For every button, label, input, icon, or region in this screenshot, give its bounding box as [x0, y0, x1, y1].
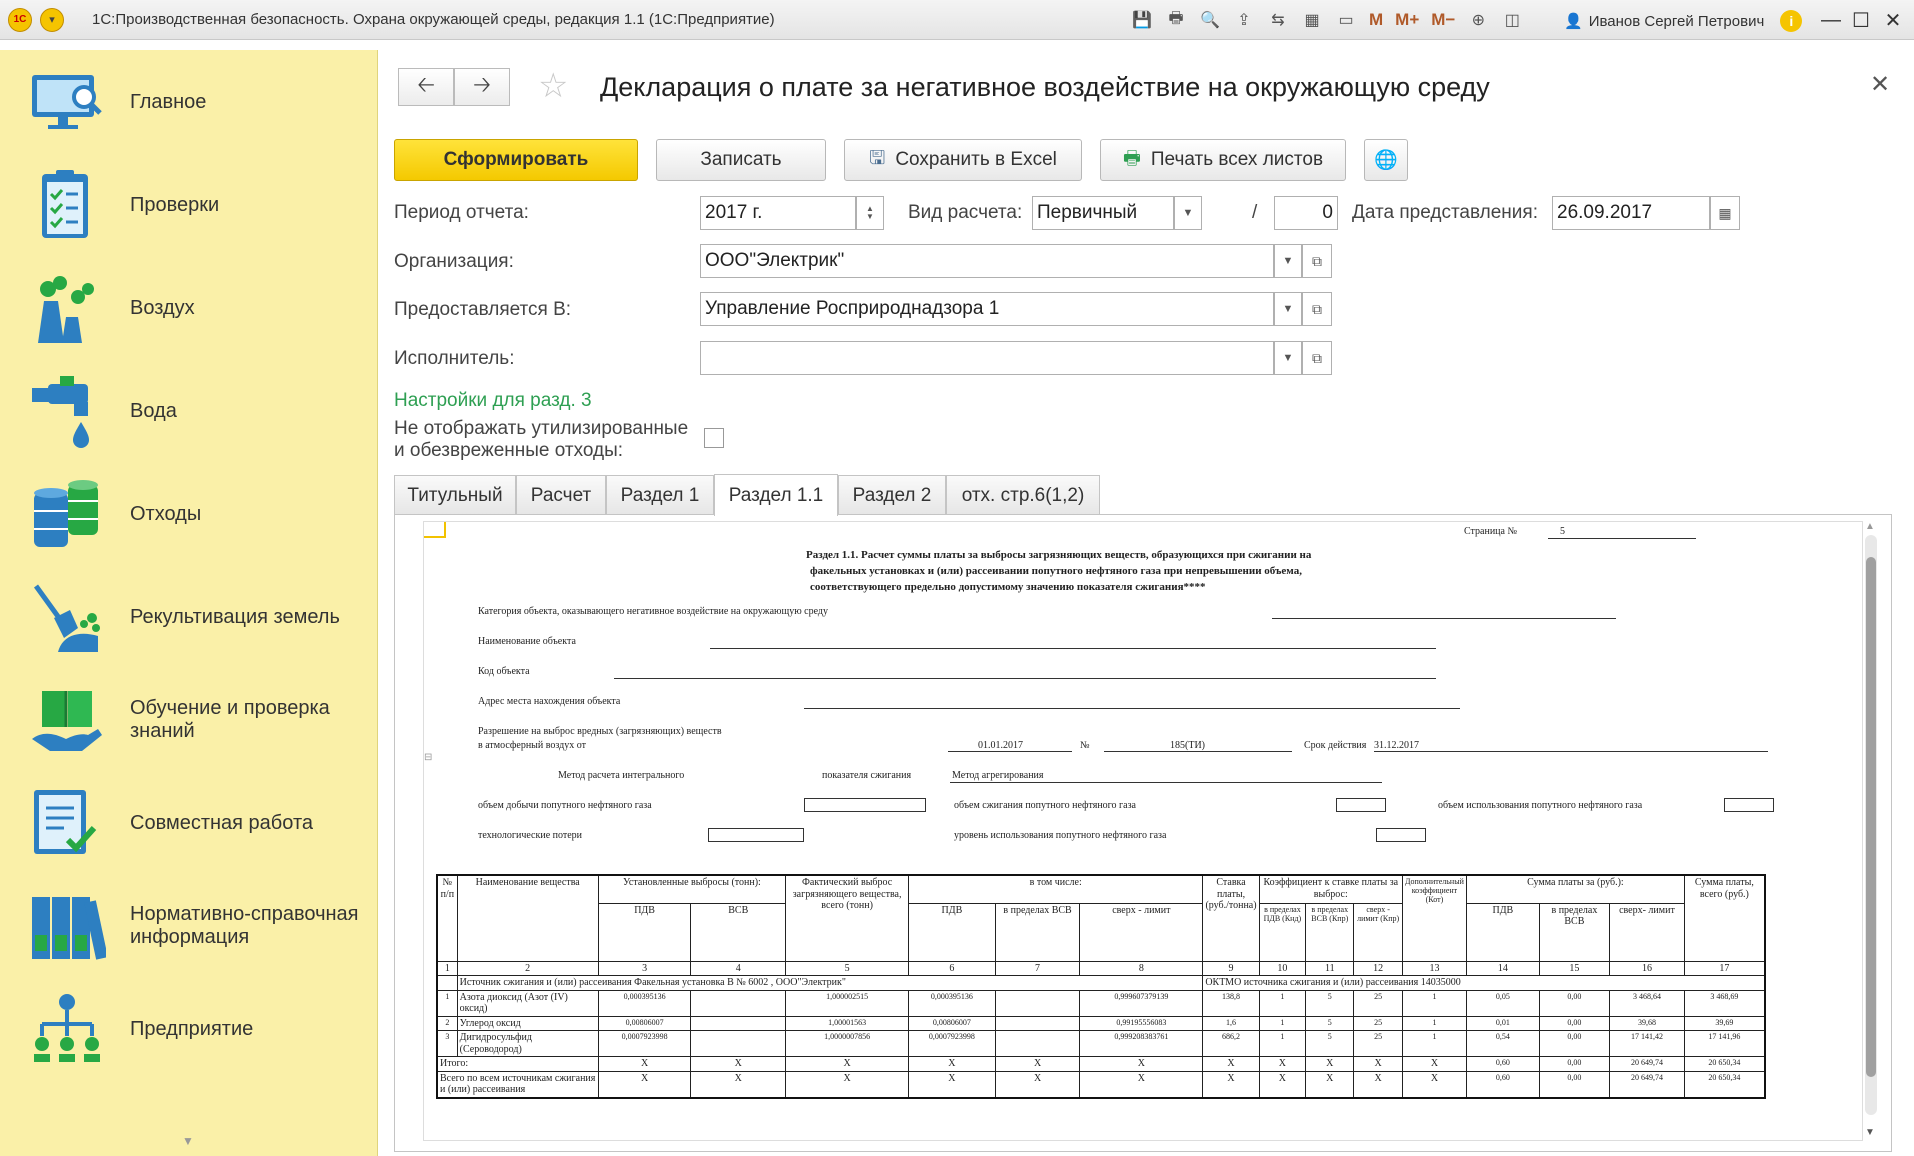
cell-substance: Дигидросульфид (Сероводород): [457, 1031, 598, 1057]
cell: 0,00: [1539, 1016, 1610, 1031]
provided-to-input[interactable]: Управление Росприроднадзора 1: [700, 292, 1274, 326]
print-all-label: Печать всех листов: [1150, 149, 1324, 170]
user-icon: 👤: [1564, 13, 1583, 30]
cell: 20 650,34: [1684, 1071, 1765, 1098]
cell: 0,54: [1467, 1031, 1540, 1057]
binders-icon: [28, 887, 106, 965]
sidebar-item-reference[interactable]: [28, 887, 368, 965]
user-menu[interactable]: [1564, 10, 1802, 32]
col-num: 5: [786, 961, 909, 976]
zoom-icon[interactable]: ⊕: [1471, 12, 1486, 29]
x-mark: X: [1259, 1071, 1305, 1098]
header-incl-over: сверх - лимит: [1080, 903, 1203, 961]
grand-total-row: [437, 1071, 1765, 1098]
sidebar-item-label: Вода: [130, 399, 177, 422]
main-menu-icon[interactable]: ▾: [40, 8, 64, 32]
col-num: 10: [1259, 961, 1305, 976]
table-row: [437, 1031, 1765, 1057]
header-incl-pdv: ПДВ: [909, 903, 996, 961]
sidebar-item-enterprise[interactable]: [28, 990, 368, 1068]
col-num: 15: [1539, 961, 1610, 976]
cell: 25: [1354, 990, 1402, 1016]
hide-waste-label-1: Не отображать утилизированные: [394, 418, 689, 439]
calc-type-label: Вид расчета:: [908, 202, 1023, 223]
production-volume-label: объем добычи попутного нефтяного газа: [478, 800, 652, 811]
category-label: Категория объекта, оказывающего негативное воздействие на окружающую среду: [478, 606, 828, 617]
cell: [691, 1031, 786, 1057]
x-mark: X: [909, 1057, 996, 1072]
executor-input[interactable]: [700, 341, 1274, 375]
monitor-search-icon: [28, 63, 106, 141]
page-number-value: 5: [1560, 526, 1565, 537]
burn-volume-label: объем сжигания попутного нефтяного газа: [954, 800, 1136, 811]
col-num: 6: [909, 961, 996, 976]
cell: 0,00806007: [909, 1016, 996, 1031]
valid-until-date: 31.12.2017: [1374, 740, 1419, 751]
emissions-table: [436, 874, 1766, 1099]
generate-button[interactable]: [394, 139, 638, 181]
x-mark: X: [995, 1057, 1080, 1072]
table-header-row: [437, 875, 1765, 903]
cell: [691, 1016, 786, 1031]
col-num: 3: [598, 961, 691, 976]
sidebar-item-label: Предприятие: [130, 1017, 254, 1040]
oktmo-text: ОКТМО источника сжигания и (или) рассеивания 14035000: [1203, 976, 1765, 991]
minimize-icon[interactable]: —: [1821, 8, 1841, 31]
calc-type-dropdown-icon[interactable]: ▼: [1174, 196, 1202, 230]
usage-volume-label: объем использования попутного нефтяного газа: [1438, 800, 1643, 811]
attach-icon[interactable]: ⇪: [1237, 12, 1251, 29]
cell: 686,2: [1203, 1031, 1259, 1057]
header-number: № п/п: [437, 875, 457, 961]
col-num: 9: [1203, 961, 1259, 976]
sidebar-item-label: Совместная работа: [130, 811, 313, 834]
x-mark: X: [1203, 1057, 1259, 1072]
usage-level-box: [1376, 828, 1426, 842]
maximize-icon[interactable]: ☐: [1852, 9, 1870, 32]
permit-number-underline: [1104, 751, 1292, 752]
tab-section-1-1[interactable]: Раздел 1.1: [714, 474, 838, 516]
scroll-up-icon[interactable]: ▲: [1865, 521, 1875, 532]
calendar-picker-icon[interactable]: ▦: [1710, 196, 1740, 230]
cell: 0,00: [1539, 1031, 1610, 1057]
x-mark: X: [1354, 1057, 1402, 1072]
calculator-icon[interactable]: ▦: [1304, 12, 1320, 29]
cell: [995, 1031, 1080, 1057]
executor-dropdown-icon[interactable]: ▼: [1274, 341, 1302, 375]
cell: 1: [1402, 990, 1466, 1016]
col-num: 7: [995, 961, 1080, 976]
permit-label-1: Разрешение на выброс вредных (загрязняющих) веществ: [478, 726, 722, 737]
header-substance: Наименование вещества: [457, 875, 598, 961]
valid-until-underline: [1374, 751, 1768, 752]
slash-separator: /: [1252, 202, 1258, 223]
cell: 1: [1402, 1031, 1466, 1057]
object-name-label: Наименование объекта: [478, 636, 576, 647]
header-including: в том числе:: [909, 875, 1203, 903]
usage-volume-box: [1724, 798, 1774, 812]
water-tap-icon: [28, 372, 106, 450]
usage-level-label: уровень использования попутного нефтяного газа: [954, 830, 1167, 841]
sidebar-item-inspections[interactable]: [28, 166, 368, 244]
cell: 1: [437, 990, 457, 1016]
cell: 0,000395136: [909, 990, 996, 1016]
cell: 20 649,74: [1610, 1057, 1685, 1072]
user-name: Иванов Сергей Петрович: [1588, 12, 1765, 30]
burn-volume-box: [1336, 798, 1386, 812]
col-num: 2: [457, 961, 598, 976]
x-mark: X: [691, 1071, 786, 1098]
print-all-button[interactable]: [1100, 139, 1346, 181]
x-mark: X: [909, 1071, 996, 1098]
cell: 0,00: [1539, 990, 1610, 1016]
address-label: Адрес места нахождения объекта: [478, 696, 621, 707]
section-heading-line-2: факельных установках и (или) рассеивании попутного нефтяного газа при непревышении объема,: [810, 565, 1302, 577]
valid-until-label: Срок действия: [1304, 740, 1367, 751]
section3-settings-heading: Настройки для разд. 3: [394, 390, 592, 411]
period-spin-icon[interactable]: ▲ ▼: [856, 196, 884, 230]
title-bar: [0, 0, 1914, 40]
page-number-label: Страница №: [1464, 526, 1518, 537]
x-mark: X: [1306, 1057, 1354, 1072]
sidebar-item-label: Проверки: [130, 193, 220, 216]
sidebar-item-water[interactable]: [28, 372, 368, 450]
cell: 0,999607379139: [1080, 990, 1203, 1016]
active-cell-marker: [424, 522, 446, 538]
sidebar-item-waste[interactable]: [28, 475, 368, 553]
cell: 3 468,69: [1684, 990, 1765, 1016]
cell: [995, 990, 1080, 1016]
tab-waste-page6[interactable]: отх. стр.6(1,2): [946, 475, 1100, 515]
permit-date-underline: [948, 751, 1072, 752]
section-heading-line-3: соответствующего предельно допустимому значению показателя сжигания****: [810, 581, 1206, 593]
executor-open-icon[interactable]: ⧉: [1302, 341, 1332, 375]
section-heading-line-1: Раздел 1.1. Расчет суммы платы за выбросы загрязняющих веществ, образующихся при сжигании на: [806, 549, 1312, 561]
permit-number-label: №: [1080, 740, 1090, 751]
source-text: Источник сжигания и (или) рассеивания Факельная установка В № 6002 , ООО"Электрик": [457, 976, 1203, 991]
object-code-label: Код объекта: [478, 666, 530, 677]
column-number-row: [437, 961, 1765, 976]
cell: [691, 990, 786, 1016]
org-input[interactable]: ООО"Электрик": [700, 244, 1274, 278]
cell: 25: [1354, 1031, 1402, 1057]
tab-section-2[interactable]: Раздел 2: [838, 475, 946, 515]
category-underline: [1272, 618, 1616, 619]
table-row: [437, 990, 1765, 1016]
cell: 20 650,34: [1684, 1057, 1765, 1072]
header-k-pdv: в пределах ПДВ (Кнд): [1259, 903, 1305, 961]
org-structure-icon: [28, 990, 106, 1068]
submit-date-label: Дата представления:: [1352, 202, 1538, 223]
col-num: 11: [1306, 961, 1354, 976]
tab-title-page[interactable]: Титульный: [394, 475, 516, 515]
col-num: 4: [691, 961, 786, 976]
factory-smoke-icon: [28, 269, 106, 347]
form-close-icon[interactable]: ✕: [1870, 71, 1891, 98]
page-number-underline: [1548, 538, 1696, 539]
sidebar-item-collaboration[interactable]: [28, 784, 368, 862]
x-mark: X: [1080, 1057, 1203, 1072]
cell: 2: [437, 1016, 457, 1031]
header-est-pdv: ПДВ: [598, 903, 691, 961]
x-mark: X: [786, 1057, 909, 1072]
save-label: Записать: [700, 149, 782, 170]
tech-losses-box: [708, 828, 804, 842]
correction-number-input[interactable]: 0: [1274, 196, 1338, 230]
cell: 1,000002515: [786, 990, 909, 1016]
header-sum-pdv: ПДВ: [1467, 903, 1540, 961]
header-k-over: сверх - лимит (Кпр): [1354, 903, 1402, 961]
print-green-icon: 🖶: [1122, 148, 1141, 169]
x-mark: X: [691, 1057, 786, 1072]
header-sum-vsv: в пределах ВСВ: [1539, 903, 1610, 961]
window-title: 1С:Производственная безопасность. Охрана окружающей среды, редакция 1.1 (1С:Предприятие): [92, 11, 775, 28]
toolbar: [1128, 6, 1526, 34]
x-mark: X: [1080, 1071, 1203, 1098]
header-k-vsv: в пределах ВСВ (Кпр): [1306, 903, 1354, 961]
cell: 25: [1354, 1016, 1402, 1031]
x-mark: X: [1402, 1071, 1466, 1098]
hide-waste-checkbox[interactable]: [704, 428, 724, 448]
print-icon[interactable]: 🖶: [1168, 9, 1184, 27]
col-num: 14: [1467, 961, 1540, 976]
header-sum: Сумма платы за (руб.):: [1467, 875, 1685, 903]
x-mark: X: [1354, 1071, 1402, 1098]
cell: [995, 1016, 1080, 1031]
cell: 5: [1306, 990, 1354, 1016]
col-num: 12: [1354, 961, 1402, 976]
method-underline: [950, 782, 1382, 783]
barrels-icon: [28, 475, 106, 553]
cell: 0,0007923998: [909, 1031, 996, 1057]
sidebar-item-label: Нормативно-справочная информация: [130, 903, 359, 948]
object-name-underline: [710, 648, 1436, 649]
cell: 0,99195556083: [1080, 1016, 1203, 1031]
provided-to-dropdown-icon[interactable]: ▼: [1274, 292, 1302, 326]
sidebar-item-main[interactable]: [28, 63, 368, 141]
checklist-icon: [28, 166, 106, 244]
tech-losses-label: технологические потери: [478, 830, 583, 841]
cell: 1,6: [1203, 1016, 1259, 1031]
header-coefficient: Коэффициент к ставке платы за выброс:: [1259, 875, 1402, 903]
col-num: 8: [1080, 961, 1203, 976]
sections-panel: [0, 50, 378, 1156]
provided-to-label: Предоставляется В:: [394, 299, 572, 320]
x-mark: X: [1259, 1057, 1305, 1072]
sidebar-item-label: Воздух: [130, 296, 195, 319]
app-logo-icon[interactable]: 1С: [8, 8, 32, 32]
globe-button[interactable]: [1364, 139, 1408, 181]
cell: 17 141,42: [1610, 1031, 1685, 1057]
cell: 138,8: [1203, 990, 1259, 1016]
cell: 0,00806007: [598, 1016, 691, 1031]
tab-section-1[interactable]: Раздел 1: [606, 475, 714, 515]
org-open-icon[interactable]: ⧉: [1302, 244, 1332, 278]
sidebar-item-air[interactable]: [28, 269, 368, 347]
period-label: Период отчета:: [394, 202, 529, 223]
print-preview-icon[interactable]: 🔍: [1200, 12, 1220, 29]
cell: 0,000395136: [598, 990, 691, 1016]
x-mark: X: [598, 1071, 691, 1098]
cell: 1,00001563: [786, 1016, 909, 1031]
header-rate: Ставка платы, (руб./тонна): [1203, 875, 1259, 961]
permit-date: 01.01.2017: [978, 740, 1023, 751]
cell: 20 649,74: [1610, 1071, 1685, 1098]
org-label: Организация:: [394, 251, 514, 272]
cell: 39,69: [1684, 1016, 1765, 1031]
executor-label: Исполнитель:: [394, 348, 515, 369]
col-num: 1: [437, 961, 457, 976]
calendar-icon[interactable]: ▭: [1338, 12, 1354, 29]
production-volume-box: [804, 798, 926, 812]
cell: 0,01: [1467, 1016, 1540, 1031]
cell: 3: [437, 1031, 457, 1057]
save-button[interactable]: [656, 139, 826, 181]
col-num: 16: [1610, 961, 1685, 976]
sidebar-item-label: Главное: [130, 90, 207, 113]
cell: 1,0000007856: [786, 1031, 909, 1057]
link-icon[interactable]: ⇆: [1271, 12, 1285, 29]
address-underline: [804, 708, 1460, 709]
back-button[interactable]: 🡠: [398, 68, 454, 106]
cell: 0,05: [1467, 990, 1540, 1016]
document-check-icon: [28, 784, 106, 862]
form-area: [380, 50, 1914, 1156]
header-actual: Фактический выброс загрязняющего вещества, всего (тонн): [786, 875, 909, 961]
total-row: [437, 1057, 1765, 1072]
x-mark: X: [786, 1071, 909, 1098]
scroll-down-arrow-icon[interactable]: ▼: [1865, 1127, 1875, 1138]
spreadsheet-document[interactable]: [394, 514, 1892, 1152]
permit-number: 185(ТИ): [1170, 740, 1205, 751]
window-close-icon[interactable]: ✕: [1884, 9, 1902, 32]
header-established: Установленные выбросы (тонн):: [598, 875, 785, 903]
sidebar-item-training[interactable]: [28, 681, 368, 759]
cell: 1: [1259, 1016, 1305, 1031]
cell: 5: [1306, 1031, 1354, 1057]
report-page: [423, 521, 1863, 1141]
cell: 39,68: [1610, 1016, 1685, 1031]
hide-waste-label-2: и обезвреженные отходы:: [394, 440, 624, 461]
indicator-label: показателя сжигания: [822, 770, 912, 781]
excel-disk-icon: 🖫: [869, 148, 886, 169]
method-value: Метод агрегирования: [952, 770, 1044, 781]
globe-icon: 🌐: [1374, 150, 1398, 171]
book-hand-icon: [28, 681, 106, 759]
period-input[interactable]: 2017 г.: [700, 196, 856, 230]
generate-label: Сформировать: [443, 149, 589, 170]
sidebar-item-land-reclamation[interactable]: [28, 578, 368, 656]
source-row: [437, 976, 1765, 991]
col-num: 13: [1402, 961, 1466, 976]
cell: 0,0007923998: [598, 1031, 691, 1057]
calc-type-select[interactable]: Первичный: [1032, 196, 1174, 230]
sidebar-item-label: Рекультивация земель: [130, 605, 340, 628]
info-icon[interactable]: i: [1780, 10, 1802, 32]
cell: 1: [1259, 990, 1305, 1016]
grand-total-label: Всего по всем источникам сжигания и (или) рассеивания: [437, 1071, 598, 1098]
memory-minus-button[interactable]: M−: [1431, 10, 1456, 29]
memory-m-button[interactable]: M: [1369, 10, 1384, 29]
scroll-down-icon[interactable]: ▼: [182, 1134, 194, 1148]
header-total: Сумма платы, всего (руб.): [1684, 875, 1765, 961]
org-dropdown-icon[interactable]: ▼: [1274, 244, 1302, 278]
panels-icon[interactable]: ◫: [1504, 12, 1520, 29]
object-code-underline: [614, 678, 1436, 679]
cell: 1: [1402, 1016, 1466, 1031]
cell: 0,00: [1539, 1057, 1610, 1072]
cell-substance: Азота диоксид (Азот (IV) оксид): [457, 990, 598, 1016]
cell: 0,60: [1467, 1057, 1540, 1072]
group-collapse-icon[interactable]: ⊟: [424, 752, 433, 763]
cell: 3 468,64: [1610, 990, 1685, 1016]
table-row: [437, 1016, 1765, 1031]
cell-substance: Углерод оксид: [457, 1016, 598, 1031]
col-num: 17: [1684, 961, 1765, 976]
cell: 17 141,96: [1684, 1031, 1765, 1057]
favorite-star-icon[interactable]: ☆: [538, 67, 569, 105]
forward-button[interactable]: 🡢: [454, 68, 510, 106]
cell: 0,00: [1539, 1071, 1610, 1098]
x-mark: X: [1203, 1071, 1259, 1098]
page-title: Декларация о плате за негативное воздействие на окружающую среду: [600, 72, 1490, 102]
submit-date-input[interactable]: 26.09.2017: [1552, 196, 1710, 230]
header-sum-over: сверх- лимит: [1610, 903, 1685, 961]
cell: 0,60: [1467, 1071, 1540, 1098]
x-mark: X: [598, 1057, 691, 1072]
total-label: Итого:: [437, 1057, 598, 1072]
sidebar-item-label: Отходы: [130, 502, 202, 525]
cell: 1: [1259, 1031, 1305, 1057]
memory-plus-button[interactable]: M+: [1395, 10, 1420, 29]
save-excel-button[interactable]: [844, 139, 1082, 181]
sidebar-item-label: Обучение и проверка знаний: [130, 697, 330, 742]
provided-to-open-icon[interactable]: ⧉: [1302, 292, 1332, 326]
excel-label: Сохранить в Excel: [895, 149, 1057, 170]
scrollbar-thumb[interactable]: [1866, 557, 1876, 1077]
shovel-soil-icon: [28, 578, 106, 656]
permit-label-2: в атмосферный воздух от: [478, 740, 586, 751]
table-subheader-row: [437, 903, 1765, 961]
header-incl-vsv: в пределах ВСВ: [995, 903, 1080, 961]
header-add-coef: Дополнительный коэффициент (Кот): [1402, 875, 1466, 961]
method-label: Метод расчета интегрального: [558, 770, 685, 781]
cell: 5: [1306, 1016, 1354, 1031]
x-mark: X: [1306, 1071, 1354, 1098]
cell: 0,999208383761: [1080, 1031, 1203, 1057]
save-icon[interactable]: 💾: [1132, 12, 1152, 29]
header-est-vsv: ВСВ: [691, 903, 786, 961]
x-mark: X: [995, 1071, 1080, 1098]
x-mark: X: [1402, 1057, 1466, 1072]
tab-calculation[interactable]: Расчет: [516, 475, 606, 515]
